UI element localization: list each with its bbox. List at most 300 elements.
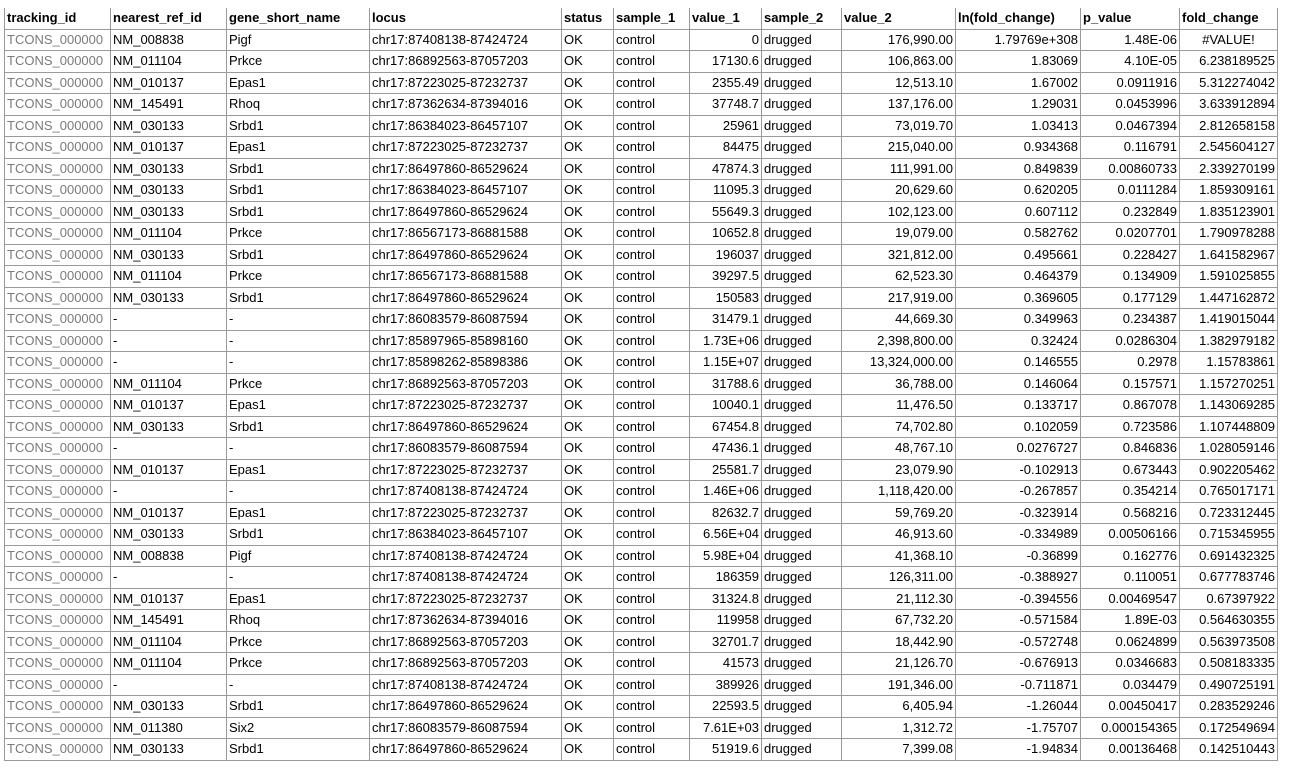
tracking-id-cell[interactable]: TCONS_000000 <box>5 72 111 94</box>
gene-short-name-cell[interactable]: Prkce <box>227 631 370 653</box>
locus-cell[interactable]: chr17:87408138-87424724 <box>370 481 562 503</box>
value-2-cell[interactable]: 1,312.72 <box>842 717 956 739</box>
locus-cell[interactable]: chr17:86892563-87057203 <box>370 373 562 395</box>
value-2-cell[interactable]: 215,040.00 <box>842 137 956 159</box>
gene-short-name-cell[interactable]: Pigf <box>227 29 370 51</box>
gene-short-name-cell[interactable]: Six2 <box>227 717 370 739</box>
nearest-ref-id-cell[interactable]: NM_145491 <box>111 94 227 116</box>
tracking-id-cell[interactable]: TCONS_000000 <box>5 395 111 417</box>
status-cell[interactable]: OK <box>562 158 614 180</box>
nearest-ref-id-cell[interactable]: NM_010137 <box>111 588 227 610</box>
fold-change-cell[interactable]: 2.812658158 <box>1180 115 1278 137</box>
ln-fold-change-cell[interactable]: 0.32424 <box>956 330 1081 352</box>
sample-2-cell[interactable]: drugged <box>762 416 842 438</box>
locus-cell[interactable]: chr17:86892563-87057203 <box>370 51 562 73</box>
value-2-cell[interactable]: 59,769.20 <box>842 502 956 524</box>
sample-1-cell[interactable]: control <box>614 244 690 266</box>
nearest-ref-id-cell[interactable]: NM_030133 <box>111 244 227 266</box>
gene-short-name-cell[interactable]: - <box>227 330 370 352</box>
sample-2-cell[interactable]: drugged <box>762 545 842 567</box>
sample-1-cell[interactable]: control <box>614 51 690 73</box>
gene-short-name-cell[interactable]: Srbd1 <box>227 739 370 761</box>
status-cell[interactable]: OK <box>562 29 614 51</box>
locus-cell[interactable]: chr17:86384023-86457107 <box>370 115 562 137</box>
gene-short-name-cell[interactable]: Prkce <box>227 653 370 675</box>
sample-2-cell[interactable]: drugged <box>762 51 842 73</box>
value-1-cell[interactable]: 67454.8 <box>690 416 762 438</box>
column-header-gene-short-name[interactable]: gene_short_name <box>227 8 370 29</box>
status-cell[interactable]: OK <box>562 524 614 546</box>
p-value-cell[interactable]: 0.232849 <box>1081 201 1180 223</box>
tracking-id-cell[interactable]: TCONS_000000 <box>5 137 111 159</box>
sample-2-cell[interactable]: drugged <box>762 309 842 331</box>
fold-change-cell[interactable]: 0.490725191 <box>1180 674 1278 696</box>
gene-short-name-cell[interactable]: Epas1 <box>227 588 370 610</box>
sample-2-cell[interactable]: drugged <box>762 395 842 417</box>
p-value-cell[interactable]: 0.234387 <box>1081 309 1180 331</box>
locus-cell[interactable]: chr17:86892563-87057203 <box>370 631 562 653</box>
value-1-cell[interactable]: 389926 <box>690 674 762 696</box>
ln-fold-change-cell[interactable]: 0.582762 <box>956 223 1081 245</box>
gene-short-name-cell[interactable]: Srbd1 <box>227 287 370 309</box>
value-2-cell[interactable]: 62,523.30 <box>842 266 956 288</box>
sample-2-cell[interactable]: drugged <box>762 717 842 739</box>
gene-short-name-cell[interactable]: Epas1 <box>227 72 370 94</box>
locus-cell[interactable]: chr17:86083579-86087594 <box>370 438 562 460</box>
nearest-ref-id-cell[interactable]: NM_030133 <box>111 201 227 223</box>
tracking-id-cell[interactable]: TCONS_000000 <box>5 287 111 309</box>
p-value-cell[interactable]: 0.846836 <box>1081 438 1180 460</box>
p-value-cell[interactable]: 0.116791 <box>1081 137 1180 159</box>
status-cell[interactable]: OK <box>562 567 614 589</box>
gene-short-name-cell[interactable]: Rhoq <box>227 610 370 632</box>
sample-2-cell[interactable]: drugged <box>762 438 842 460</box>
value-1-cell[interactable]: 25581.7 <box>690 459 762 481</box>
nearest-ref-id-cell[interactable]: - <box>111 309 227 331</box>
status-cell[interactable]: OK <box>562 51 614 73</box>
fold-change-cell[interactable]: 0.765017171 <box>1180 481 1278 503</box>
p-value-cell[interactable]: 0.00469547 <box>1081 588 1180 610</box>
locus-cell[interactable]: chr17:86384023-86457107 <box>370 180 562 202</box>
nearest-ref-id-cell[interactable]: NM_008838 <box>111 29 227 51</box>
sample-1-cell[interactable]: control <box>614 29 690 51</box>
nearest-ref-id-cell[interactable]: NM_030133 <box>111 287 227 309</box>
sample-1-cell[interactable]: control <box>614 438 690 460</box>
column-header-fold-change[interactable]: fold_change <box>1180 8 1278 29</box>
tracking-id-cell[interactable]: TCONS_000000 <box>5 416 111 438</box>
status-cell[interactable]: OK <box>562 416 614 438</box>
gene-short-name-cell[interactable]: Prkce <box>227 51 370 73</box>
value-2-cell[interactable]: 321,812.00 <box>842 244 956 266</box>
column-header-locus[interactable]: locus <box>370 8 562 29</box>
p-value-cell[interactable]: 0.723586 <box>1081 416 1180 438</box>
p-value-cell[interactable]: 0.034479 <box>1081 674 1180 696</box>
sample-1-cell[interactable]: control <box>614 352 690 374</box>
sample-2-cell[interactable]: drugged <box>762 588 842 610</box>
sample-1-cell[interactable]: control <box>614 481 690 503</box>
value-2-cell[interactable]: 48,767.10 <box>842 438 956 460</box>
status-cell[interactable]: OK <box>562 94 614 116</box>
value-2-cell[interactable]: 137,176.00 <box>842 94 956 116</box>
ln-fold-change-cell[interactable]: -0.676913 <box>956 653 1081 675</box>
fold-change-cell[interactable]: 5.312274042 <box>1180 72 1278 94</box>
sample-2-cell[interactable]: drugged <box>762 696 842 718</box>
tracking-id-cell[interactable]: TCONS_000000 <box>5 266 111 288</box>
p-value-cell[interactable]: 1.89E-03 <box>1081 610 1180 632</box>
status-cell[interactable]: OK <box>562 696 614 718</box>
tracking-id-cell[interactable]: TCONS_000000 <box>5 438 111 460</box>
locus-cell[interactable]: chr17:86083579-86087594 <box>370 309 562 331</box>
value-2-cell[interactable]: 111,991.00 <box>842 158 956 180</box>
value-1-cell[interactable]: 55649.3 <box>690 201 762 223</box>
locus-cell[interactable]: chr17:87408138-87424724 <box>370 29 562 51</box>
column-header-value-2[interactable]: value_2 <box>842 8 956 29</box>
status-cell[interactable]: OK <box>562 395 614 417</box>
tracking-id-cell[interactable]: TCONS_000000 <box>5 653 111 675</box>
nearest-ref-id-cell[interactable]: NM_010137 <box>111 137 227 159</box>
value-1-cell[interactable]: 22593.5 <box>690 696 762 718</box>
gene-short-name-cell[interactable]: Prkce <box>227 223 370 245</box>
nearest-ref-id-cell[interactable]: NM_011104 <box>111 373 227 395</box>
value-1-cell[interactable]: 10040.1 <box>690 395 762 417</box>
locus-cell[interactable]: chr17:86497860-86529624 <box>370 201 562 223</box>
value-1-cell[interactable]: 47436.1 <box>690 438 762 460</box>
column-header-nearest-ref-id[interactable]: nearest_ref_id <box>111 8 227 29</box>
fold-change-cell[interactable]: 0.691432325 <box>1180 545 1278 567</box>
gene-short-name-cell[interactable]: - <box>227 309 370 331</box>
value-2-cell[interactable]: 74,702.80 <box>842 416 956 438</box>
locus-cell[interactable]: chr17:86497860-86529624 <box>370 696 562 718</box>
p-value-cell[interactable]: 0.0207701 <box>1081 223 1180 245</box>
p-value-cell[interactable]: 0.0111284 <box>1081 180 1180 202</box>
tracking-id-cell[interactable]: TCONS_000000 <box>5 502 111 524</box>
value-1-cell[interactable]: 31788.6 <box>690 373 762 395</box>
sample-2-cell[interactable]: drugged <box>762 115 842 137</box>
nearest-ref-id-cell[interactable]: - <box>111 352 227 374</box>
status-cell[interactable]: OK <box>562 459 614 481</box>
value-1-cell[interactable]: 37748.7 <box>690 94 762 116</box>
value-1-cell[interactable]: 31479.1 <box>690 309 762 331</box>
ln-fold-change-cell[interactable]: 0.620205 <box>956 180 1081 202</box>
sample-1-cell[interactable]: control <box>614 287 690 309</box>
gene-short-name-cell[interactable]: Srbd1 <box>227 115 370 137</box>
status-cell[interactable]: OK <box>562 610 614 632</box>
value-2-cell[interactable]: 102,123.00 <box>842 201 956 223</box>
fold-change-cell[interactable]: 1.591025855 <box>1180 266 1278 288</box>
fold-change-cell[interactable]: 0.283529246 <box>1180 696 1278 718</box>
tracking-id-cell[interactable]: TCONS_000000 <box>5 696 111 718</box>
sample-2-cell[interactable]: drugged <box>762 631 842 653</box>
nearest-ref-id-cell[interactable]: NM_030133 <box>111 524 227 546</box>
sample-1-cell[interactable]: control <box>614 309 690 331</box>
sample-2-cell[interactable]: drugged <box>762 481 842 503</box>
value-2-cell[interactable]: 13,324,000.00 <box>842 352 956 374</box>
tracking-id-cell[interactable]: TCONS_000000 <box>5 180 111 202</box>
ln-fold-change-cell[interactable]: 0.495661 <box>956 244 1081 266</box>
fold-change-cell[interactable]: 0.564630355 <box>1180 610 1278 632</box>
nearest-ref-id-cell[interactable]: NM_008838 <box>111 545 227 567</box>
fold-change-cell[interactable]: 1.382979182 <box>1180 330 1278 352</box>
ln-fold-change-cell[interactable]: 0.934368 <box>956 137 1081 159</box>
locus-cell[interactable]: chr17:86497860-86529624 <box>370 158 562 180</box>
status-cell[interactable]: OK <box>562 287 614 309</box>
value-2-cell[interactable]: 18,442.90 <box>842 631 956 653</box>
value-2-cell[interactable]: 6,405.94 <box>842 696 956 718</box>
gene-short-name-cell[interactable]: Pigf <box>227 545 370 567</box>
locus-cell[interactable]: chr17:86892563-87057203 <box>370 653 562 675</box>
sample-1-cell[interactable]: control <box>614 610 690 632</box>
column-header-status[interactable]: status <box>562 8 614 29</box>
sample-1-cell[interactable]: control <box>614 94 690 116</box>
sample-1-cell[interactable]: control <box>614 717 690 739</box>
sample-2-cell[interactable]: drugged <box>762 266 842 288</box>
p-value-cell[interactable]: 0.354214 <box>1081 481 1180 503</box>
value-1-cell[interactable]: 11095.3 <box>690 180 762 202</box>
gene-short-name-cell[interactable]: - <box>227 352 370 374</box>
nearest-ref-id-cell[interactable]: NM_011104 <box>111 223 227 245</box>
status-cell[interactable]: OK <box>562 631 614 653</box>
sample-1-cell[interactable]: control <box>614 459 690 481</box>
value-2-cell[interactable]: 46,913.60 <box>842 524 956 546</box>
tracking-id-cell[interactable]: TCONS_000000 <box>5 459 111 481</box>
value-2-cell[interactable]: 1,118,420.00 <box>842 481 956 503</box>
tracking-id-cell[interactable]: TCONS_000000 <box>5 631 111 653</box>
fold-change-cell[interactable]: 2.339270199 <box>1180 158 1278 180</box>
value-1-cell[interactable]: 1.46E+06 <box>690 481 762 503</box>
status-cell[interactable]: OK <box>562 739 614 761</box>
tracking-id-cell[interactable]: TCONS_000000 <box>5 373 111 395</box>
nearest-ref-id-cell[interactable]: NM_011104 <box>111 51 227 73</box>
ln-fold-change-cell[interactable]: 0.102059 <box>956 416 1081 438</box>
sample-1-cell[interactable]: control <box>614 266 690 288</box>
ln-fold-change-cell[interactable]: -0.36899 <box>956 545 1081 567</box>
gene-short-name-cell[interactable]: - <box>227 674 370 696</box>
sample-2-cell[interactable]: drugged <box>762 459 842 481</box>
tracking-id-cell[interactable]: TCONS_000000 <box>5 545 111 567</box>
nearest-ref-id-cell[interactable]: NM_010137 <box>111 395 227 417</box>
status-cell[interactable]: OK <box>562 373 614 395</box>
value-2-cell[interactable]: 11,476.50 <box>842 395 956 417</box>
sample-1-cell[interactable]: control <box>614 158 690 180</box>
nearest-ref-id-cell[interactable]: NM_030133 <box>111 696 227 718</box>
sample-2-cell[interactable]: drugged <box>762 180 842 202</box>
p-value-cell[interactable]: 0.157571 <box>1081 373 1180 395</box>
status-cell[interactable]: OK <box>562 244 614 266</box>
locus-cell[interactable]: chr17:87223025-87232737 <box>370 502 562 524</box>
sample-1-cell[interactable]: control <box>614 395 690 417</box>
sample-2-cell[interactable]: drugged <box>762 201 842 223</box>
value-1-cell[interactable]: 196037 <box>690 244 762 266</box>
column-header-sample-1[interactable]: sample_1 <box>614 8 690 29</box>
sample-2-cell[interactable]: drugged <box>762 223 842 245</box>
status-cell[interactable]: OK <box>562 438 614 460</box>
value-1-cell[interactable]: 31324.8 <box>690 588 762 610</box>
tracking-id-cell[interactable]: TCONS_000000 <box>5 94 111 116</box>
status-cell[interactable]: OK <box>562 330 614 352</box>
status-cell[interactable]: OK <box>562 653 614 675</box>
column-header-ln-fold-change[interactable]: ln(fold_change) <box>956 8 1081 29</box>
sample-2-cell[interactable]: drugged <box>762 373 842 395</box>
sample-1-cell[interactable]: control <box>614 223 690 245</box>
tracking-id-cell[interactable]: TCONS_000000 <box>5 717 111 739</box>
gene-short-name-cell[interactable]: Epas1 <box>227 137 370 159</box>
tracking-id-cell[interactable]: TCONS_000000 <box>5 244 111 266</box>
ln-fold-change-cell[interactable]: -0.102913 <box>956 459 1081 481</box>
sample-1-cell[interactable]: control <box>614 373 690 395</box>
sample-2-cell[interactable]: drugged <box>762 352 842 374</box>
gene-short-name-cell[interactable]: Srbd1 <box>227 158 370 180</box>
value-1-cell[interactable]: 32701.7 <box>690 631 762 653</box>
tracking-id-cell[interactable]: TCONS_000000 <box>5 674 111 696</box>
column-header-p-value[interactable]: p_value <box>1081 8 1180 29</box>
value-1-cell[interactable]: 82632.7 <box>690 502 762 524</box>
sample-1-cell[interactable]: control <box>614 653 690 675</box>
sample-1-cell[interactable]: control <box>614 631 690 653</box>
p-value-cell[interactable]: 0.000154365 <box>1081 717 1180 739</box>
tracking-id-cell[interactable]: TCONS_000000 <box>5 588 111 610</box>
status-cell[interactable]: OK <box>562 717 614 739</box>
tracking-id-cell[interactable]: TCONS_000000 <box>5 481 111 503</box>
p-value-cell[interactable]: 0.0346683 <box>1081 653 1180 675</box>
ln-fold-change-cell[interactable]: 1.03413 <box>956 115 1081 137</box>
ln-fold-change-cell[interactable]: 0.133717 <box>956 395 1081 417</box>
gene-short-name-cell[interactable]: Epas1 <box>227 502 370 524</box>
p-value-cell[interactable]: 0.00860733 <box>1081 158 1180 180</box>
sample-2-cell[interactable]: drugged <box>762 287 842 309</box>
value-2-cell[interactable]: 21,112.30 <box>842 588 956 610</box>
ln-fold-change-cell[interactable]: 0.607112 <box>956 201 1081 223</box>
locus-cell[interactable]: chr17:86567173-86881588 <box>370 266 562 288</box>
status-cell[interactable]: OK <box>562 180 614 202</box>
nearest-ref-id-cell[interactable]: - <box>111 330 227 352</box>
tracking-id-cell[interactable]: TCONS_000000 <box>5 524 111 546</box>
nearest-ref-id-cell[interactable]: NM_030133 <box>111 416 227 438</box>
p-value-cell[interactable]: 0.2978 <box>1081 352 1180 374</box>
ln-fold-change-cell[interactable]: -0.267857 <box>956 481 1081 503</box>
fold-change-cell[interactable]: 0.715345955 <box>1180 524 1278 546</box>
nearest-ref-id-cell[interactable]: NM_030133 <box>111 739 227 761</box>
ln-fold-change-cell[interactable]: 1.83069 <box>956 51 1081 73</box>
gene-short-name-cell[interactable]: Epas1 <box>227 459 370 481</box>
sample-1-cell[interactable]: control <box>614 137 690 159</box>
value-1-cell[interactable]: 150583 <box>690 287 762 309</box>
gene-short-name-cell[interactable]: - <box>227 567 370 589</box>
ln-fold-change-cell[interactable]: 0.849839 <box>956 158 1081 180</box>
sample-2-cell[interactable]: drugged <box>762 653 842 675</box>
gene-short-name-cell[interactable]: - <box>227 438 370 460</box>
gene-short-name-cell[interactable]: Srbd1 <box>227 201 370 223</box>
column-header-tracking-id[interactable]: tracking_id <box>5 8 111 29</box>
ln-fold-change-cell[interactable]: 0.369605 <box>956 287 1081 309</box>
locus-cell[interactable]: chr17:87223025-87232737 <box>370 588 562 610</box>
locus-cell[interactable]: chr17:87223025-87232737 <box>370 395 562 417</box>
ln-fold-change-cell[interactable]: -0.711871 <box>956 674 1081 696</box>
p-value-cell[interactable]: 0.162776 <box>1081 545 1180 567</box>
fold-change-cell[interactable]: 0.508183335 <box>1180 653 1278 675</box>
value-2-cell[interactable]: 7,399.08 <box>842 739 956 761</box>
nearest-ref-id-cell[interactable]: NM_010137 <box>111 72 227 94</box>
p-value-cell[interactable]: 0.177129 <box>1081 287 1180 309</box>
nearest-ref-id-cell[interactable]: NM_030133 <box>111 115 227 137</box>
ln-fold-change-cell[interactable]: 0.349963 <box>956 309 1081 331</box>
fold-change-cell[interactable]: 0.902205462 <box>1180 459 1278 481</box>
locus-cell[interactable]: chr17:87223025-87232737 <box>370 72 562 94</box>
value-2-cell[interactable]: 19,079.00 <box>842 223 956 245</box>
value-2-cell[interactable]: 44,669.30 <box>842 309 956 331</box>
sample-2-cell[interactable]: drugged <box>762 674 842 696</box>
nearest-ref-id-cell[interactable]: NM_011104 <box>111 653 227 675</box>
value-2-cell[interactable]: 21,126.70 <box>842 653 956 675</box>
p-value-cell[interactable]: 4.10E-05 <box>1081 51 1180 73</box>
ln-fold-change-cell[interactable]: 1.79769e+308 <box>956 29 1081 51</box>
tracking-id-cell[interactable]: TCONS_000000 <box>5 158 111 180</box>
tracking-id-cell[interactable]: TCONS_000000 <box>5 352 111 374</box>
p-value-cell[interactable]: 0.228427 <box>1081 244 1180 266</box>
nearest-ref-id-cell[interactable]: NM_010137 <box>111 502 227 524</box>
sample-2-cell[interactable]: drugged <box>762 158 842 180</box>
fold-change-cell[interactable]: 0.677783746 <box>1180 567 1278 589</box>
sample-2-cell[interactable]: drugged <box>762 739 842 761</box>
value-1-cell[interactable]: 10652.8 <box>690 223 762 245</box>
fold-change-cell[interactable]: 1.790978288 <box>1180 223 1278 245</box>
fold-change-cell[interactable]: 6.238189525 <box>1180 51 1278 73</box>
tracking-id-cell[interactable]: TCONS_000000 <box>5 610 111 632</box>
fold-change-cell[interactable]: 1.107448809 <box>1180 416 1278 438</box>
gene-short-name-cell[interactable]: Prkce <box>227 266 370 288</box>
tracking-id-cell[interactable]: TCONS_000000 <box>5 223 111 245</box>
ln-fold-change-cell[interactable]: -1.26044 <box>956 696 1081 718</box>
tracking-id-cell[interactable]: TCONS_000000 <box>5 115 111 137</box>
status-cell[interactable]: OK <box>562 223 614 245</box>
ln-fold-change-cell[interactable]: 1.29031 <box>956 94 1081 116</box>
nearest-ref-id-cell[interactable]: NM_011104 <box>111 631 227 653</box>
sample-2-cell[interactable]: drugged <box>762 610 842 632</box>
ln-fold-change-cell[interactable]: 0.146555 <box>956 352 1081 374</box>
value-2-cell[interactable]: 67,732.20 <box>842 610 956 632</box>
p-value-cell[interactable]: 0.00450417 <box>1081 696 1180 718</box>
sample-2-cell[interactable]: drugged <box>762 72 842 94</box>
fold-change-cell[interactable]: 2.545604127 <box>1180 137 1278 159</box>
value-1-cell[interactable]: 47874.3 <box>690 158 762 180</box>
tracking-id-cell[interactable]: TCONS_000000 <box>5 567 111 589</box>
value-2-cell[interactable]: 73,019.70 <box>842 115 956 137</box>
sample-1-cell[interactable]: control <box>614 416 690 438</box>
locus-cell[interactable]: chr17:87362634-87394016 <box>370 94 562 116</box>
status-cell[interactable]: OK <box>562 588 614 610</box>
ln-fold-change-cell[interactable]: 0.0276727 <box>956 438 1081 460</box>
fold-change-cell[interactable]: 1.419015044 <box>1180 309 1278 331</box>
sample-1-cell[interactable]: control <box>614 180 690 202</box>
fold-change-cell[interactable]: 0.563973508 <box>1180 631 1278 653</box>
value-1-cell[interactable]: 7.61E+03 <box>690 717 762 739</box>
sample-1-cell[interactable]: control <box>614 201 690 223</box>
fold-change-cell[interactable]: 3.633912894 <box>1180 94 1278 116</box>
fold-change-cell[interactable]: #VALUE! <box>1180 29 1278 51</box>
nearest-ref-id-cell[interactable]: NM_010137 <box>111 459 227 481</box>
locus-cell[interactable]: chr17:85898262-85898386 <box>370 352 562 374</box>
locus-cell[interactable]: chr17:86567173-86881588 <box>370 223 562 245</box>
nearest-ref-id-cell[interactable]: - <box>111 481 227 503</box>
tracking-id-cell[interactable]: TCONS_000000 <box>5 309 111 331</box>
value-2-cell[interactable]: 106,863.00 <box>842 51 956 73</box>
sample-2-cell[interactable]: drugged <box>762 137 842 159</box>
locus-cell[interactable]: chr17:86497860-86529624 <box>370 287 562 309</box>
value-2-cell[interactable]: 191,346.00 <box>842 674 956 696</box>
status-cell[interactable]: OK <box>562 115 614 137</box>
locus-cell[interactable]: chr17:87408138-87424724 <box>370 567 562 589</box>
gene-short-name-cell[interactable]: Srbd1 <box>227 180 370 202</box>
status-cell[interactable]: OK <box>562 545 614 567</box>
